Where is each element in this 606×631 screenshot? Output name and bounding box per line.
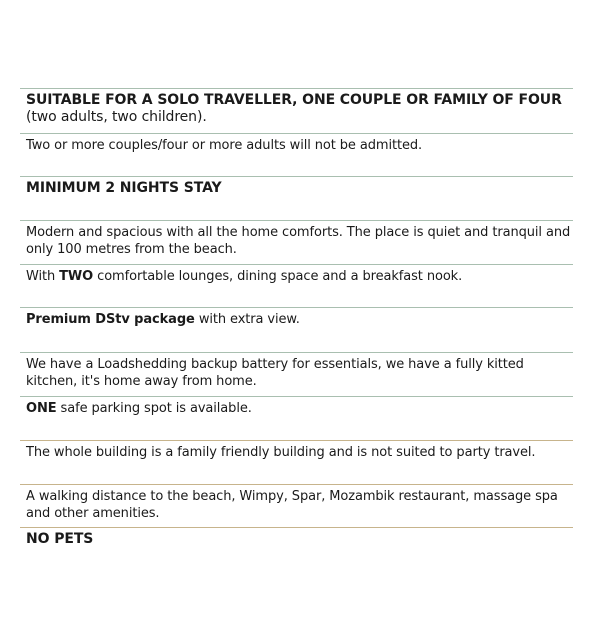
rule-no-pets-bold: NO PETS — [26, 531, 94, 547]
rule-family-friendly-text: The whole building is a family friendly building and is not suited to party travel. — [26, 445, 536, 460]
house-rules-list — [20, 88, 573, 571]
rule-admission — [20, 133, 573, 176]
rule-description — [20, 220, 573, 264]
rule-suitability — [20, 88, 573, 133]
rule-family-friendly — [20, 440, 573, 484]
rule-lounges-bold: TWO — [59, 269, 94, 284]
rule-suitability-bold: SUITABLE FOR A SOLO TRAVELLER, ONE COUPLE OR FAMILY OF FOUR — [26, 92, 562, 108]
rule-amenities — [20, 484, 573, 527]
rule-dstv-text: with extra view. — [194, 312, 300, 327]
rule-lounges-pre: With — [26, 269, 60, 284]
rule-parking — [20, 396, 573, 440]
rule-minimum-stay-bold: MINIMUM 2 NIGHTS STAY — [26, 180, 222, 196]
rule-dstv — [20, 307, 573, 352]
rule-lounges — [20, 264, 573, 307]
rule-amenities-text: A walking distance to the beach, Wimpy, Spar, Mozambik restaurant, massage spa and other amenities. — [26, 489, 558, 521]
rule-admission-text: Two or more couples/four or more adults will not be admitted. — [26, 138, 423, 153]
rule-description-text: Modern and spacious with all the home comforts. The place is quiet and tranquil and only 100 metres from the beach. — [26, 225, 571, 257]
rule-no-pets — [20, 527, 573, 571]
rule-backup-battery-text: We have a Loadshedding backup battery for essentials, we have a fully kitted kitchen, it's home away from home. — [26, 357, 524, 389]
rule-backup-battery — [20, 352, 573, 396]
rule-parking-bold: ONE — [26, 401, 57, 416]
rule-suitability-text: (two adults, two children). — [26, 109, 207, 125]
rule-parking-text: safe parking spot is available. — [56, 401, 252, 416]
rule-lounges-text: comfortable lounges, dining space and a breakfast nook. — [93, 269, 463, 284]
rule-dstv-bold: Premium DStv package — [26, 312, 195, 327]
rule-minimum-stay — [20, 176, 573, 220]
